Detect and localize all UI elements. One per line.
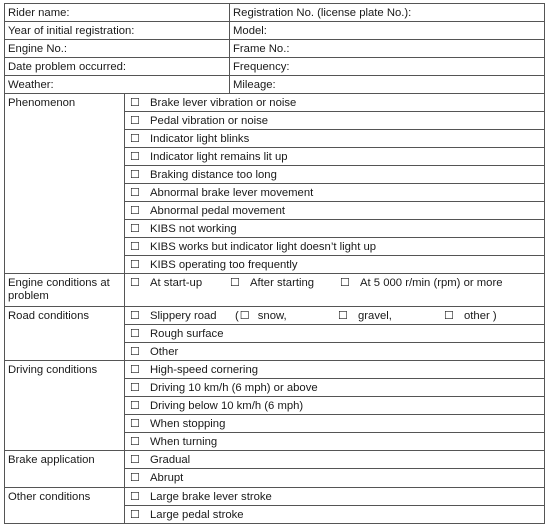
phenomenon-option[interactable]: ☐ Pedal vibration or noise <box>125 112 545 130</box>
phenomenon-option[interactable]: ☐ Indicator light remains lit up <box>125 148 545 166</box>
checkbox-icon[interactable]: ☐ <box>130 472 140 484</box>
road-other-sub[interactable]: ☐ other ) <box>439 307 497 325</box>
engine-option-start-up[interactable]: ☐ At start-up <box>125 274 225 292</box>
road-option-slippery <box>125 307 545 325</box>
engine-no-label: Engine No.: <box>4 40 230 58</box>
road-option[interactable]: ☐ Other <box>125 343 545 361</box>
checkbox-icon[interactable]: ☐ <box>130 454 140 466</box>
phenomenon-option[interactable]: ☐ Abnormal pedal movement <box>125 202 545 220</box>
road-option[interactable]: ☐ Rough surface <box>125 325 545 343</box>
checkbox-icon[interactable]: ☐ <box>130 169 140 181</box>
phenomenon-label: Phenomenon <box>4 94 125 274</box>
rider-name-label: Rider name: <box>4 3 230 22</box>
checkbox-icon[interactable]: ☐ <box>130 97 140 109</box>
other-conditions-option[interactable]: ☐ Large brake lever stroke <box>125 488 545 506</box>
driving-option[interactable]: ☐ High-speed cornering <box>125 361 545 379</box>
checkbox-icon[interactable]: ☐ <box>340 277 350 289</box>
checkbox-icon[interactable]: ☐ <box>130 364 140 376</box>
road-gravel[interactable]: ☐ gravel, <box>333 307 439 325</box>
checkbox-icon[interactable]: ☐ <box>130 418 140 430</box>
checkbox-icon[interactable]: ☐ <box>230 277 240 289</box>
brake-application-label: Brake application <box>4 451 125 488</box>
checkbox-icon[interactable]: ☐ <box>130 382 140 394</box>
driving-conditions-label: Driving conditions <box>4 361 125 451</box>
engine-option-after-starting[interactable]: ☐ After starting <box>225 274 335 292</box>
engine-conditions-label: Engine conditions at problem <box>4 274 125 307</box>
brake-application-option[interactable]: ☐ Abrupt <box>125 469 545 488</box>
checkbox-icon[interactable]: ☐ <box>130 241 140 253</box>
checkbox-icon[interactable]: ☐ <box>130 436 140 448</box>
driving-option[interactable]: ☐ Driving 10 km/h (6 mph) or above <box>125 379 545 397</box>
other-conditions-option[interactable]: ☐ Large pedal stroke <box>125 506 545 524</box>
mileage-label: Mileage: <box>230 76 545 94</box>
model-label: Model: <box>230 22 545 40</box>
checkbox-icon[interactable]: ☐ <box>130 223 140 235</box>
checkbox-icon[interactable]: ☐ <box>130 133 140 145</box>
phenomenon-option[interactable]: ☐ Indicator light blinks <box>125 130 545 148</box>
checkbox-icon[interactable]: ☐ <box>130 151 140 163</box>
driving-option[interactable]: ☐ When stopping <box>125 415 545 433</box>
driving-option[interactable]: ☐ Driving below 10 km/h (6 mph) <box>125 397 545 415</box>
checkbox-icon[interactable]: ☐ <box>130 328 140 340</box>
frequency-label: Frequency: <box>230 58 545 76</box>
phenomenon-option[interactable]: ☐ KIBS works but indicator light doesn’t light up <box>125 238 545 256</box>
phenomenon-option[interactable]: ☐ Abnormal brake lever movement <box>125 184 545 202</box>
brake-application-option[interactable]: ☐ Gradual <box>125 451 545 469</box>
date-problem-label: Date problem occurred: <box>4 58 230 76</box>
checkbox-icon[interactable]: ☐ <box>130 187 140 199</box>
checkbox-icon[interactable]: ☐ <box>130 115 140 127</box>
year-of-registration-label: Year of initial registration: <box>4 22 230 40</box>
checkbox-icon[interactable]: ☐ <box>130 400 140 412</box>
road-snow[interactable]: (☐ snow, <box>235 307 333 325</box>
checkbox-icon[interactable]: ☐ <box>130 205 140 217</box>
road-slippery[interactable]: ☐ Slippery road <box>125 307 235 325</box>
phenomenon-option[interactable]: ☐ Braking distance too long <box>125 166 545 184</box>
registration-no-label: Registration No. (license plate No.): <box>230 3 545 22</box>
checkbox-icon[interactable]: ☐ <box>130 491 140 503</box>
checkbox-icon[interactable]: ☐ <box>338 310 348 322</box>
checkbox-icon[interactable]: ☐ <box>130 509 140 521</box>
phenomenon-option[interactable]: ☐ KIBS not working <box>125 220 545 238</box>
checkbox-icon[interactable]: ☐ <box>130 277 140 289</box>
engine-conditions-options <box>125 274 545 307</box>
checkbox-icon[interactable]: ☐ <box>444 310 454 322</box>
phenomenon-option[interactable]: ☐ KIBS operating too frequently <box>125 256 545 274</box>
checkbox-icon[interactable]: ☐ <box>130 310 140 322</box>
checkbox-icon[interactable]: ☐ <box>130 259 140 271</box>
engine-option-high-rpm[interactable]: ☐ At 5 000 r/min (rpm) or more <box>335 274 503 292</box>
road-conditions-label: Road conditions <box>4 307 125 361</box>
phenomenon-option[interactable]: ☐ Brake lever vibration or noise <box>125 94 545 112</box>
checkbox-icon[interactable]: ☐ <box>239 310 250 322</box>
checkbox-icon[interactable]: ☐ <box>130 346 140 358</box>
driving-option[interactable]: ☐ When turning <box>125 433 545 451</box>
problem-report-form <box>4 3 545 523</box>
other-conditions-label: Other conditions <box>4 488 125 524</box>
weather-label: Weather: <box>4 76 230 94</box>
frame-no-label: Frame No.: <box>230 40 545 58</box>
